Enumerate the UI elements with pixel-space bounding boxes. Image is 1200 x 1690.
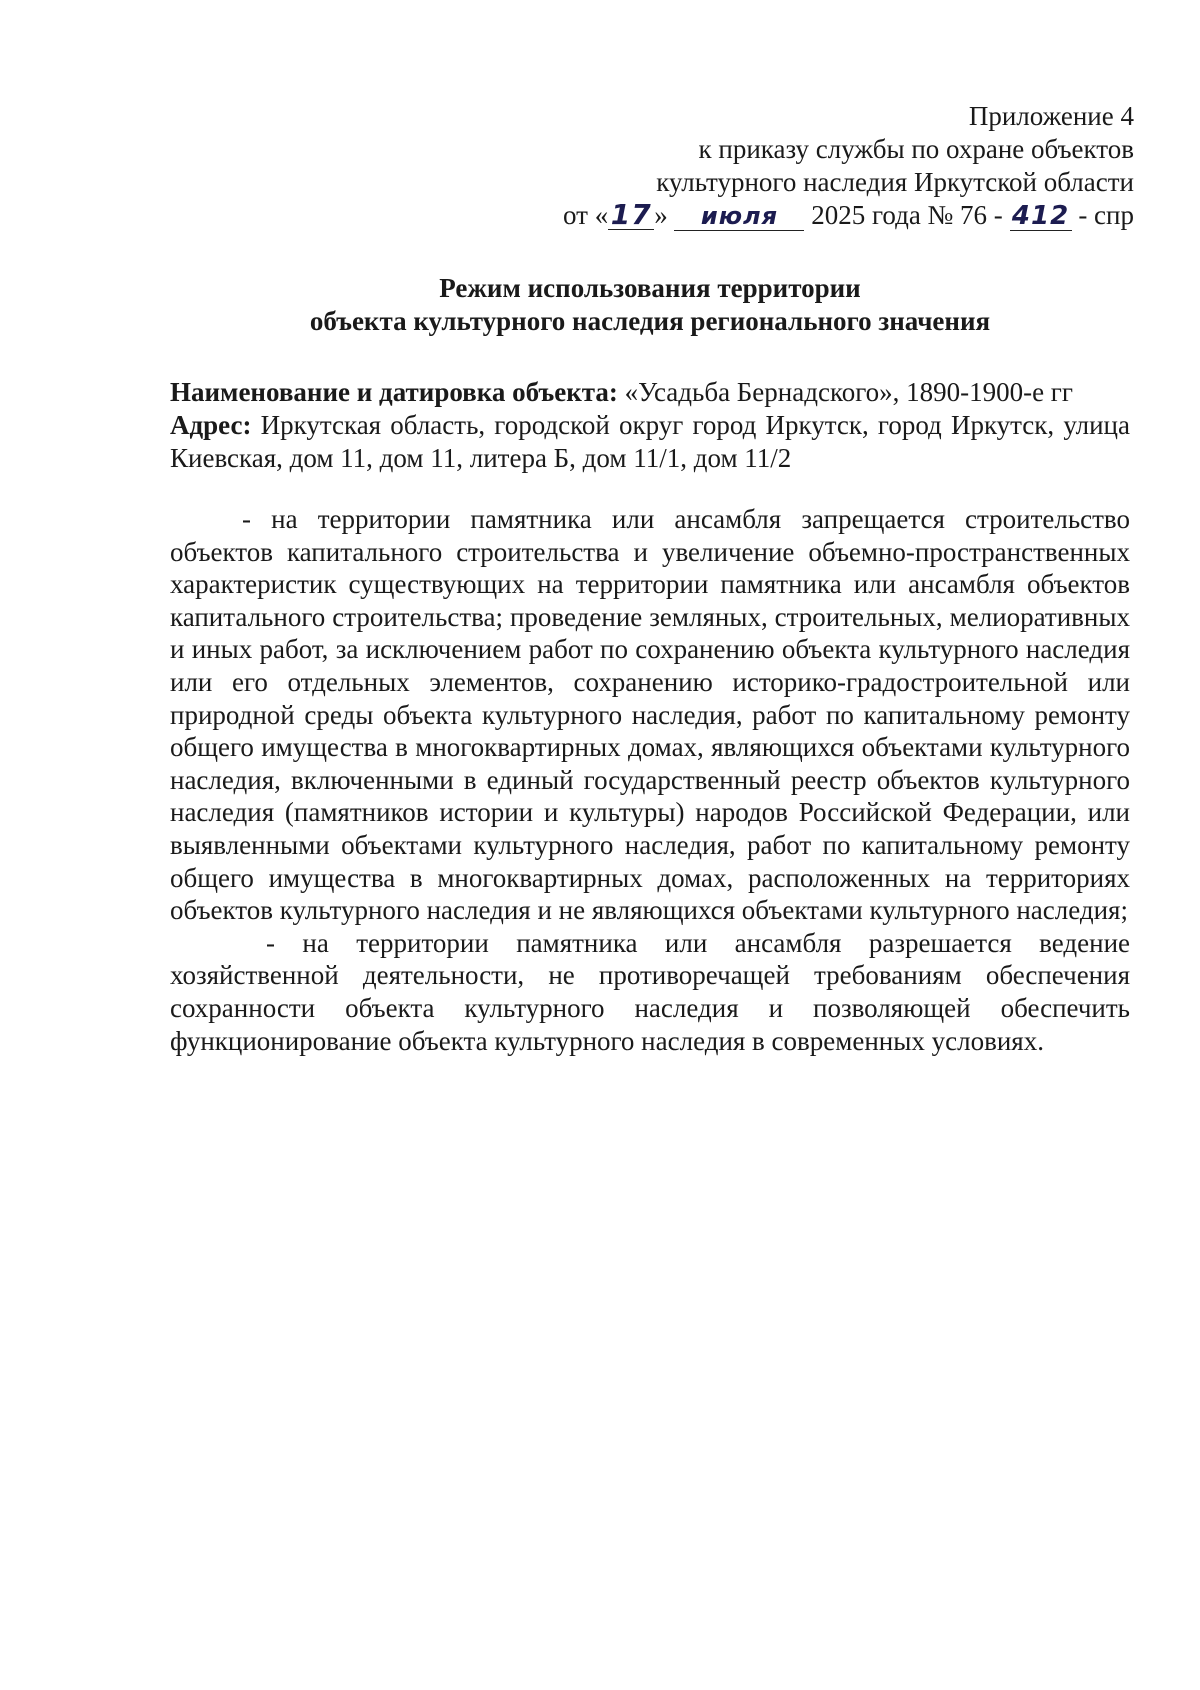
- object-address-row: [170, 409, 1130, 475]
- object-info: [170, 376, 1130, 475]
- order-reference: к приказу службы по охране объектов: [698, 134, 1134, 164]
- document-title: [170, 272, 1130, 338]
- appendix-header: [520, 100, 1134, 232]
- date-year-number: 2025 года № 76 -: [811, 200, 1003, 230]
- usage-rules: [170, 503, 1130, 1057]
- object-address-value: Иркутская область, городской округ город Иркутск, город Иркутск, улица Киевская, дом 11, дом 11, литера Б, дом 11/1, дом 11/2: [170, 410, 1130, 473]
- rule-prohibition: - на территории памятника или ансамбля запрещается строительство объектов капитального строительства и увеличение объемно-пространственных характеристик существующих на территории памятника или ансамбля объектов капитального строительства; проведение земляных, строительных, мелиоративных и иных работ, за исключением работ по сохранению объекта культурного наследия или его отдельных элементов, сохранению историко-градостроительной или природной среды объекта культурного наследия, работ по капитальному ремонту общего имущества в многоквартирных домах, являющихся объектами культурного наследия, включенными в единый государственный реестр объектов культурного наследия (памятников истории и культуры) народов Российской Федерации, или выявленными объектами культурного наследия, работ по капитальному ремонту общего имущества в многоквартирных домах, расположенных на территориях объектов культурного наследия и не являющихся объектами культурного наследия;: [170, 504, 1130, 926]
- object-name-row: [170, 376, 1130, 409]
- date-day-handwritten: 17: [608, 201, 654, 230]
- order-number-handwritten: 412: [1010, 202, 1072, 231]
- rule-permission: - на территории памятника или ансамбля разрешается ведение хозяйственной деятельности, не противоречащей требованиям обеспечения сохранности объекта культурного наследия и позволяющей обеспечить функционирование объекта культурного наследия в современных условиях.: [170, 927, 1130, 1056]
- title-line-2: объекта культурного наследия регионального значения: [309, 306, 991, 336]
- issuing-authority: культурного наследия Иркутской области: [656, 167, 1134, 197]
- title-line-1: Режим использования территории: [439, 273, 861, 303]
- order-suffix: - спр: [1078, 200, 1134, 230]
- order-date-line: [520, 199, 1134, 232]
- object-address-label: Адрес:: [170, 410, 252, 440]
- appendix-number: Приложение 4: [968, 101, 1134, 131]
- date-quote-close: »: [654, 200, 668, 230]
- date-prefix: от «: [563, 200, 609, 230]
- object-name-label: Наименование и датировка объекта:: [170, 377, 618, 407]
- object-name-value: «Усадьба Бернадского», 1890-1900-е гг: [617, 377, 1073, 407]
- date-month-handwritten: июля: [674, 202, 804, 231]
